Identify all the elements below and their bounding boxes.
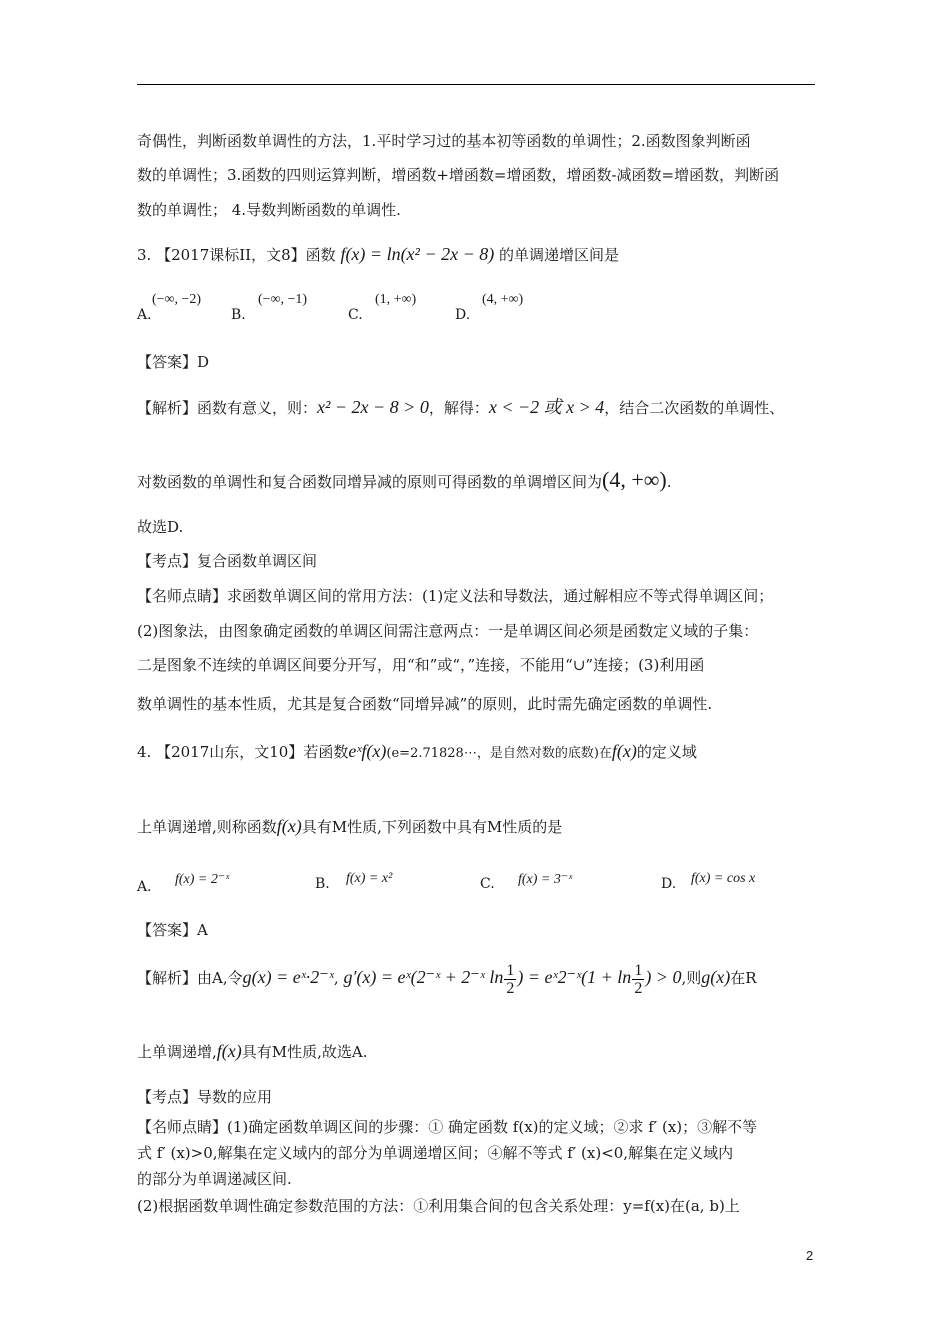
- q4-analysis-in: 在R: [730, 969, 757, 987]
- q4-tip-line-2: 式 f′ (x)>0,解集在定义域内的部分为单调递增区间；④解不等式 f′ (x)<0,解集在定义域内: [137, 1144, 734, 1162]
- q3-stem: [137, 244, 619, 265]
- q3-analysis-line-1: [137, 397, 784, 418]
- q4-stem-expr: eˣf(x): [348, 741, 387, 761]
- q3-option-b-label: B.: [231, 307, 246, 323]
- q3-analysis-prefix: 【解析】函数有意义，则：: [137, 399, 318, 417]
- q4-stem-l2-mid: 具有M性质,下列函数中具有M性质的是: [301, 818, 563, 836]
- q4-option-b-label: B.: [315, 876, 330, 892]
- q4-analysis-gx: g(x): [701, 967, 731, 987]
- q4-frac1-num: 1: [506, 961, 515, 979]
- q3-option-a-value: (−∞, −2): [152, 292, 202, 307]
- q4-analysis-gprime-3: ) > 0: [645, 967, 682, 987]
- q4-analysis-line-1: 【解析】由A,令g(x) = eˣ·2⁻ˣ, g′(x) = eˣ(2⁻ˣ + 2⁻ˣ ln $\frac{1}{2}$ ) = eˣ2⁻ˣ(1 + ln $\frac{1}{2}$ ) > 0,则g(x)在R: [137, 961, 757, 997]
- q4-fraction-half-1: [504, 962, 516, 997]
- q3-tip-line-3: 二是图象不连续的单调区间要分开写，用“和”或“，”连接，不能用“∪”连接；(3)利用函: [137, 656, 705, 674]
- q4-analysis-then: ,则: [681, 969, 702, 987]
- q3-option-d-label: D.: [455, 307, 471, 323]
- q3-formula: f(x) = ln(x² − 2x − 8): [340, 244, 495, 264]
- q3-tip-line-4: 数单调性的基本性质，尤其是复合函数“同增异减”的原则，此时需先确定函数的单调性.: [137, 695, 713, 713]
- q4-option-a-label: A．: [137, 879, 162, 895]
- q4-stem-l2-fx: f(x): [276, 816, 302, 836]
- q4-frac1-den: 2: [506, 979, 515, 997]
- q3-analysis-ineq: x² − 2x − 8 > 0: [317, 397, 429, 417]
- q3-kaodian: 【考点】复合函数单调区间: [137, 552, 318, 570]
- q4-kaodian: 【考点】导数的应用: [137, 1088, 273, 1106]
- q4-frac2-den: 2: [634, 979, 643, 997]
- q4-stem-end: 的定义域: [636, 743, 697, 761]
- q3-tip-line-2: (2)图象法，由图象确定函数的单调区间需注意两点：一是单调区间必须是函数定义域的子集：: [137, 622, 759, 640]
- q4-analysis-gprime: g′(x) = eˣ(2⁻ˣ + 2⁻ˣ ln: [343, 967, 504, 987]
- q4-analysis-l2-end: 具有M性质,故选A.: [241, 1043, 368, 1061]
- q4-stem-line-2: [137, 816, 562, 837]
- q4-analysis-gprime-2: ) = eˣ2⁻ˣ(1 + ln: [517, 967, 632, 987]
- q4-tip-line-3: 的部分为单调递减区间.: [137, 1170, 292, 1188]
- q3-stem-prefix: 3. 【2017课标II，文8】函数: [137, 246, 336, 264]
- q4-tip-line-1: 【名师点睛】(1)确定函数单调区间的步骤：① 确定函数 f(x)的定义域；②求 f′ (x)；③解不等: [137, 1118, 758, 1136]
- page-number: 2: [806, 1248, 814, 1263]
- q4-analysis-line-2: [137, 1041, 368, 1062]
- q4-option-d-value: f(x) = cos x: [691, 871, 756, 886]
- q4-analysis-prefix: 【解析】由A,令: [137, 969, 243, 987]
- q4-stem: [137, 741, 697, 764]
- q4-option-b-value: f(x) = x²: [346, 871, 393, 886]
- q3-analysis-mid: ，解得：: [428, 399, 489, 417]
- q4-option-d-label: D.: [661, 876, 677, 892]
- intro-line-3: 数的单调性； 4.导数判断函数的单调性.: [137, 201, 401, 219]
- q3-analysis-l2-end: .: [666, 473, 672, 491]
- q3-answer: 【答案】D: [137, 353, 210, 371]
- q3-choose: 故选D.: [137, 518, 184, 536]
- q3-stem-suffix: 的单调递增区间是: [499, 246, 620, 264]
- q4-analysis-l2-fx: f(x): [216, 1041, 242, 1061]
- q3-analysis-solution: x < −2 或 x > 4: [488, 397, 605, 417]
- q4-tip-line-4: (2)根据函数单调性确定参数范围的方法：①利用集合间的包含关系处理：y=f(x)在(a, b)上: [137, 1197, 740, 1215]
- q4-option-c-value: f(x) = 3⁻ˣ: [518, 872, 573, 887]
- q4-stem-mid: (e=2.71828⋯，是自然对数的底数)在: [386, 746, 612, 761]
- q3-analysis-line-2: [137, 467, 672, 492]
- q4-option-c-label: C.: [480, 876, 495, 892]
- q3-analysis-tail: ，结合二次函数的单调性、: [604, 399, 785, 417]
- q3-option-a-label: A.: [137, 307, 152, 323]
- q4-answer: 【答案】A: [137, 921, 208, 939]
- q3-option-c-value: (1, +∞): [375, 292, 417, 307]
- header-rule: [137, 84, 815, 85]
- intro-line-2: 数的单调性；3.函数的四则运算判断，增函数+增函数=增函数，增函数-减函数=增函数，判断函: [137, 166, 780, 184]
- q3-analysis-l2-text: 对数函数的单调性和复合函数同增异减的原则可得函数的单调增区间为: [137, 473, 603, 491]
- q3-option-d-value: (4, +∞): [482, 292, 524, 307]
- q3-option-b-value: (−∞, −1): [258, 292, 308, 307]
- q4-stem-prefix: 4. 【2017山东，文10】若函数: [137, 743, 349, 761]
- q4-stem-l2-prefix: 上单调递增,则称函数: [137, 818, 277, 836]
- q3-analysis-interval: (4, +∞): [602, 467, 667, 492]
- q4-analysis-l2-prefix: 上单调递增,: [137, 1043, 217, 1061]
- q3-option-c-label: C.: [348, 307, 363, 323]
- q3-tip-line-1: 【名师点睛】求函数单调区间的常用方法：(1)定义法和导数法，通过解相应不等式得单调区间；: [137, 587, 774, 605]
- q4-fraction-half-2: [632, 962, 644, 997]
- q4-frac2-num: 1: [634, 961, 643, 979]
- q4-analysis-g: g(x) = eˣ·2⁻ˣ: [242, 967, 334, 987]
- intro-line-1: 奇偶性，判断函数单调性的方法，1.平时学习过的基本初等函数的单调性；2.函数图象判断函: [137, 132, 751, 150]
- q4-option-a-value: f(x) = 2⁻ˣ: [175, 872, 230, 887]
- q4-stem-fx: f(x): [611, 741, 637, 761]
